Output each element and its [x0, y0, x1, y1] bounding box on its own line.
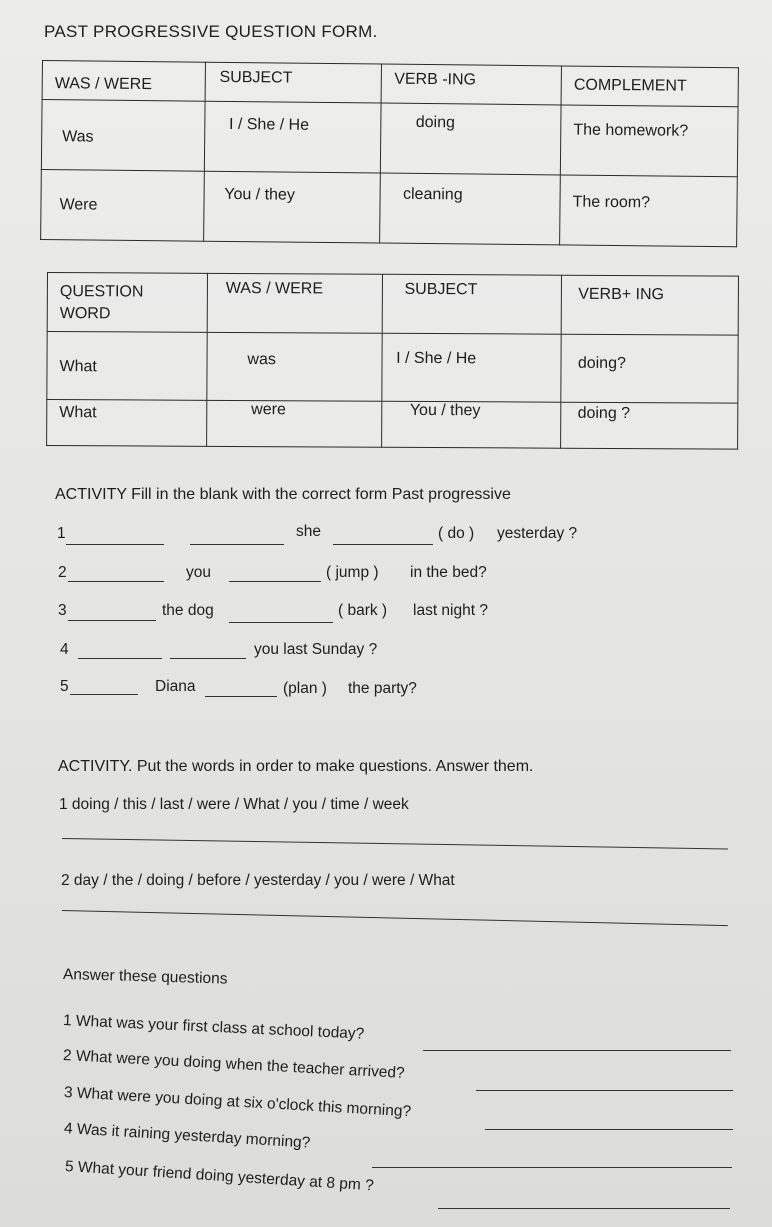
table-cell: doing ?: [561, 402, 738, 449]
exercise-rest: yesterday ?: [497, 525, 578, 542]
exercise-subject: Diana: [155, 678, 196, 695]
exercise-number: 5: [60, 678, 69, 695]
question-item: 5 What your friend doing yesterday at 8 pm ?: [64, 1158, 375, 1195]
table-row: [41, 100, 738, 177]
answer-blank[interactable]: [190, 544, 284, 545]
answer-line[interactable]: [62, 838, 728, 849]
table-header-cell: COMPLEMENT: [561, 66, 738, 107]
question-item: 4 Was it raining yesterday morning?: [63, 1120, 311, 1152]
answer-line[interactable]: [423, 1050, 731, 1051]
exercise-subject: you: [186, 564, 211, 581]
question-item: 2 What were you doing when the teacher arrived?: [62, 1047, 406, 1082]
table-was-were: [40, 60, 739, 247]
table-cell: What: [47, 400, 207, 447]
answer-blank[interactable]: [66, 544, 164, 545]
exercise-rest: in the bed?: [410, 564, 487, 581]
table-cell: What: [47, 332, 207, 401]
exercise-number: 2: [58, 564, 67, 581]
table-cell: Were: [41, 169, 204, 241]
answer-line[interactable]: [372, 1167, 732, 1168]
exercise-verb: ( bark ): [338, 602, 388, 619]
exercise-number: 1: [57, 525, 66, 542]
exercise-rest: the party?: [348, 680, 417, 697]
answer-blank[interactable]: [205, 696, 277, 697]
word-order-item: 1 doing / this / last / were / What / you / time / week: [59, 796, 409, 813]
answer-blank[interactable]: [68, 581, 164, 582]
exercise-rest: you last Sunday ?: [254, 641, 378, 658]
table-question-word: [46, 272, 739, 450]
page-title: PAST PROGRESSIVE QUESTION FORM.: [44, 22, 378, 41]
table-row: [41, 169, 738, 246]
table-header-row: [47, 273, 738, 336]
table-header-cell: QUESTION WORD: [47, 273, 207, 333]
activity1-heading: ACTIVITY Fill in the blank with the correct form Past progressive: [55, 486, 511, 503]
table-cell: The room?: [560, 175, 738, 247]
table-cell: The homework?: [560, 105, 738, 177]
answer-blank[interactable]: [70, 694, 138, 695]
question-item: 1 What was your first class at school today?: [62, 1012, 365, 1043]
exercise-verb: (plan ): [283, 680, 327, 697]
table-cell: You / they: [381, 401, 561, 448]
answer-blank[interactable]: [229, 622, 333, 623]
exercise-subject: she: [296, 523, 321, 540]
table-cell: cleaning: [380, 173, 560, 245]
exercise-number: 3: [58, 602, 67, 619]
table-row: [47, 332, 738, 404]
answer-blank[interactable]: [68, 620, 156, 621]
table-header-cell: WAS / WERE: [207, 273, 382, 333]
answer-line[interactable]: [485, 1129, 733, 1130]
exercise-rest: last night ?: [413, 602, 488, 619]
answer-blank[interactable]: [78, 658, 162, 659]
answer-line[interactable]: [438, 1208, 730, 1209]
table-cell: doing: [381, 103, 561, 175]
answer-blank[interactable]: [170, 658, 246, 659]
activity2-heading: ACTIVITY. Put the words in order to make questions. Answer them.: [58, 758, 534, 775]
answers-heading: Answer these questions: [62, 966, 228, 988]
table-cell: You / they: [203, 171, 380, 243]
answer-line[interactable]: [62, 910, 728, 926]
table-header-cell: SUBJECT: [205, 62, 382, 103]
answer-line[interactable]: [476, 1090, 733, 1091]
answer-blank[interactable]: [333, 544, 433, 545]
table-cell: Was: [41, 100, 204, 172]
word-order-item: 2 day / the / doing / before / yesterday / you / were / What: [61, 872, 455, 889]
table-cell: I / She / He: [381, 333, 561, 402]
exercise-number: 4: [60, 641, 69, 658]
exercise-verb: ( do ): [438, 525, 475, 542]
table-header-cell: WAS / WERE: [42, 61, 205, 102]
table-row: [47, 400, 738, 450]
table-header-cell: VERB+ ING: [562, 275, 739, 335]
exercise-verb: ( jump ): [326, 564, 379, 581]
table-header-cell: VERB -ING: [381, 64, 561, 105]
table-cell: was: [207, 332, 382, 401]
exercise-subject: the dog: [162, 602, 214, 619]
table-header-cell: SUBJECT: [382, 274, 562, 334]
table-cell: I / She / He: [204, 101, 381, 173]
table-cell: doing?: [561, 334, 738, 403]
question-item: 3 What were you doing at six o'clock this morning?: [63, 1084, 412, 1121]
table-cell: were: [206, 400, 381, 447]
answer-blank[interactable]: [229, 581, 321, 582]
